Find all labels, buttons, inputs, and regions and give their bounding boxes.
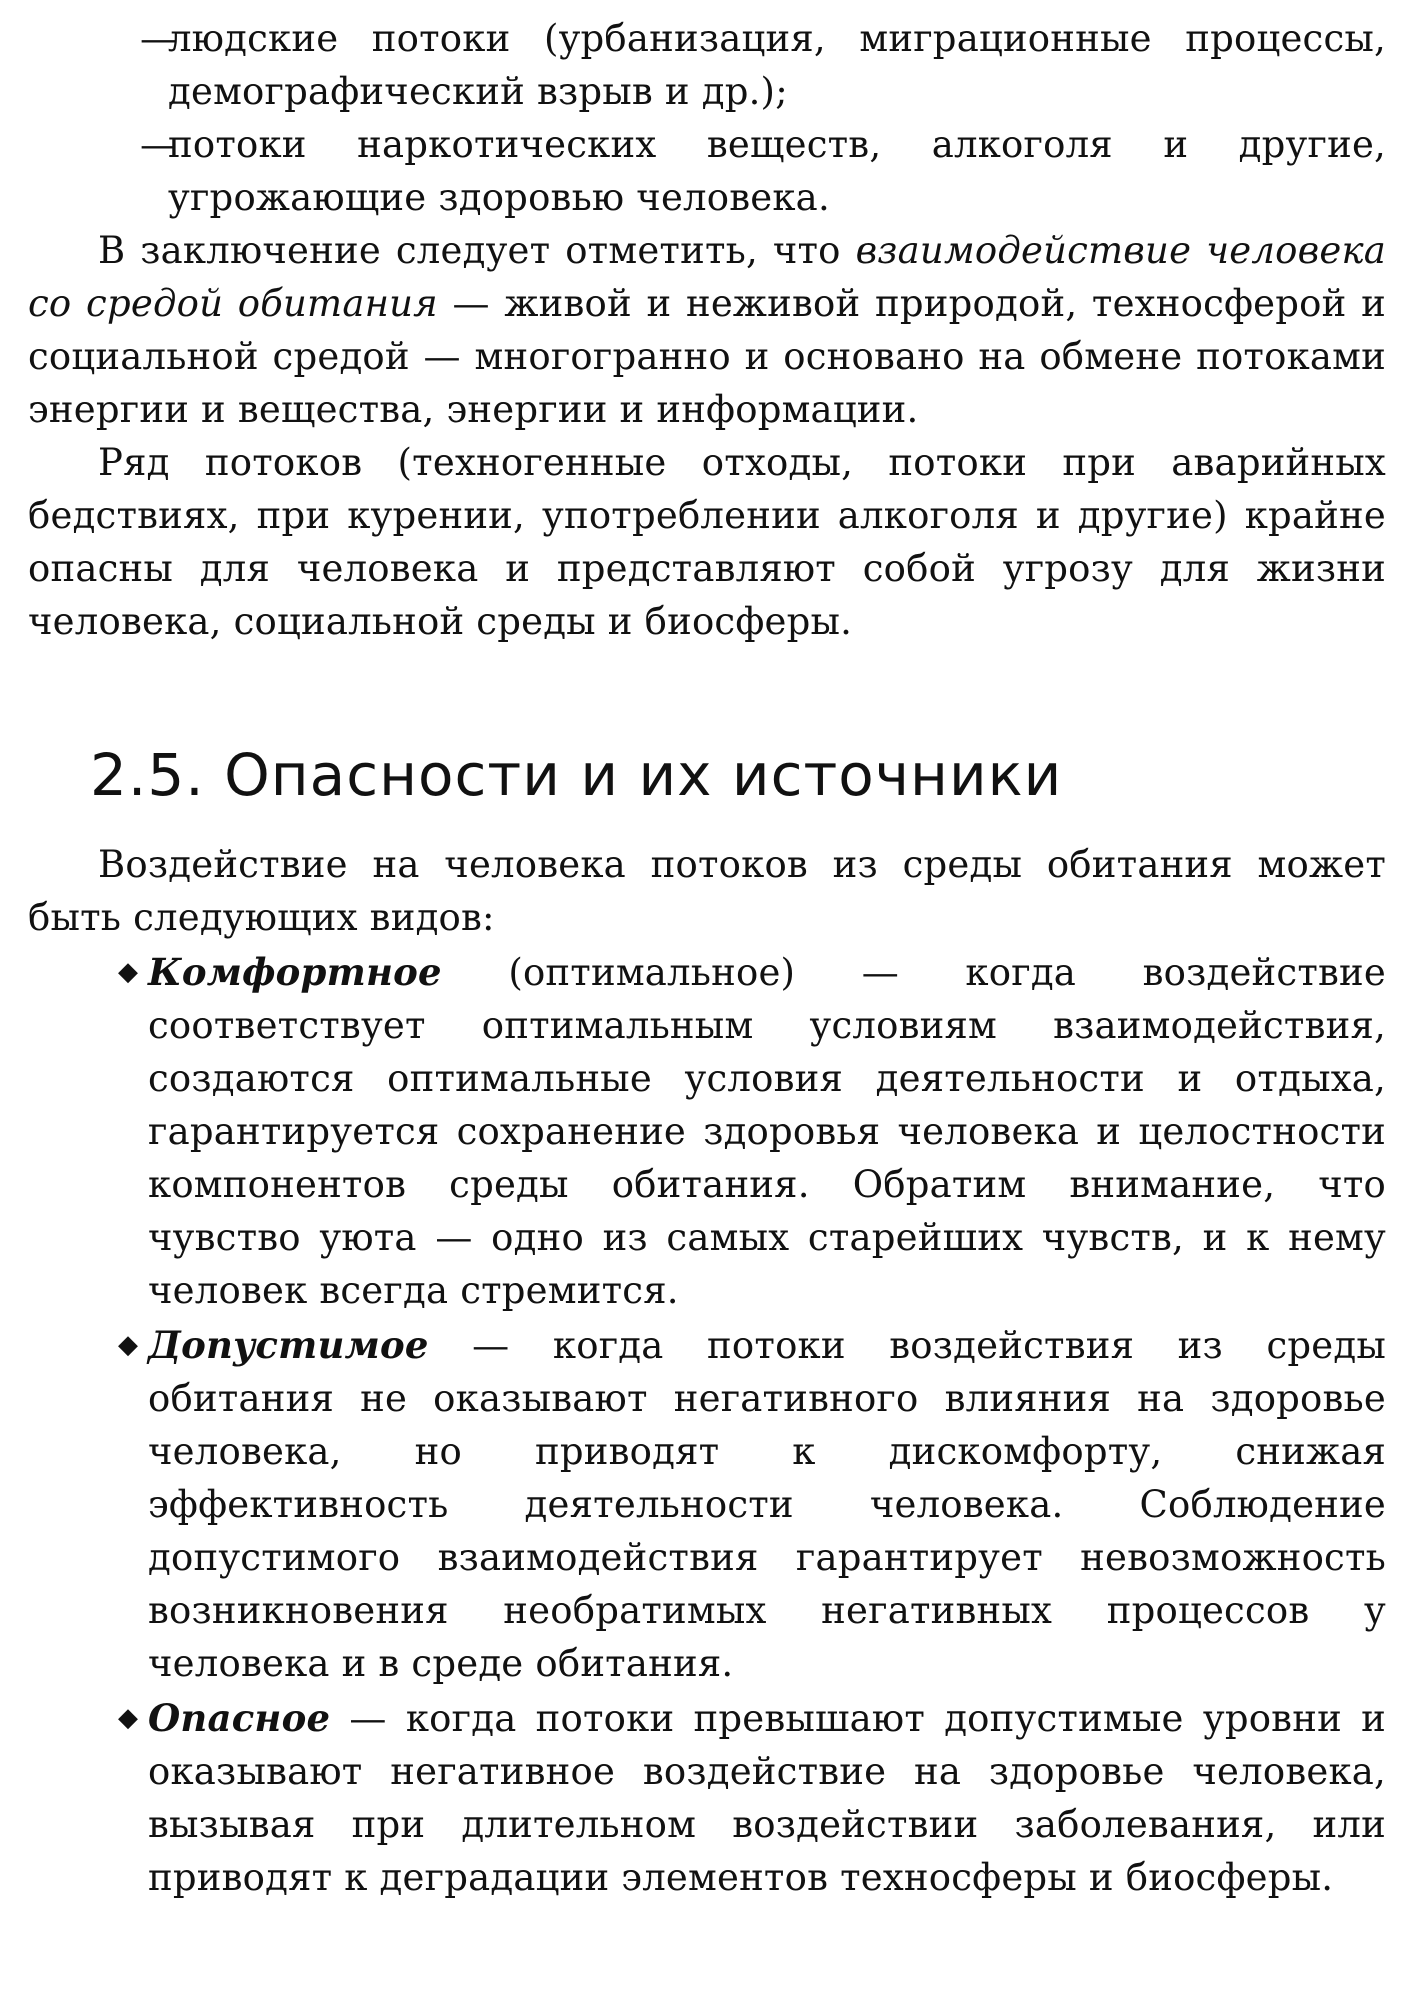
term-dangerous: Опасное <box>148 1696 331 1740</box>
diamond-bullet-icon: ◆ <box>118 957 139 987</box>
conclusion-text-start: В заключение следует отметить, что <box>98 229 856 272</box>
impact-types-list <box>28 946 1386 1904</box>
term-description: — когда потоки воздействия из среды обитания не оказывают негативного влияния на здоровье человека, но приводят к дискомфорту, снижая эффективность деятельности человека. Соблюдение допустимого взаимодействия гарантирует невозможность возникновения необратимых негативных процессов у человека и в среде обитания. <box>148 1324 1386 1685</box>
list-item <box>28 1319 1386 1690</box>
conclusion-paragraph <box>28 224 1386 436</box>
list-item <box>28 1692 1386 1904</box>
list-item-text: людские потоки (урбанизация, миграционные процессы, демографический взрыв и др.); <box>168 17 1386 113</box>
term-description: (оптимальное) — когда воздействие соответствует оптимальным условиям взаимодействия, создаются оптимальные условия деятельности и отдыха, гарантируется сохранение здоровья человека и целостности компонентов среды обитания. Обратим внимание, что чувство уюта — одно из самых старейших чувств, и к нему человек всегда стремится. <box>148 951 1386 1312</box>
diamond-bullet-icon: ◆ <box>118 1703 139 1733</box>
list-item-text: потоки наркотических веществ, алкоголя и другие, угрожающие здоровью человека. <box>168 123 1386 219</box>
dash-marker: — <box>140 123 178 166</box>
hazard-flows-paragraph: Ряд потоков (техногенные отходы, потоки при аварийных бедствиях, при курении, употреблении алкоголя и другие) крайне опасны для человека и представляют собой угрозу для жизни человека, социальной среды и биосферы. <box>28 441 1386 643</box>
document-body <box>28 12 1386 1904</box>
dash-marker: — <box>140 17 178 60</box>
conclusion-text-end: — живой и неживой природой, техносферой и социальной средой — многогранно и основано на обмене потоками энергии и вещества, энергии и информации. <box>28 282 1386 431</box>
diamond-bullet-icon: ◆ <box>118 1330 139 1360</box>
list-item <box>28 118 1386 224</box>
list-item <box>28 12 1386 118</box>
term-comfortable: Комфортное <box>148 950 442 994</box>
list-item <box>28 946 1386 1317</box>
section-intro: Воздействие на человека потоков из среды обитания может быть следующих видов: <box>28 843 1386 939</box>
conclusion-italic-phrase: взаимодействие человека со средой обитания <box>28 229 1387 325</box>
section-heading: 2.5. Опасности и их источники <box>90 741 1063 809</box>
term-acceptable: Допустимое <box>148 1323 429 1367</box>
dash-list <box>28 12 1386 224</box>
term-description: — когда потоки превышают допустимые уровни и оказывают негативное воздействие на здоровье человека, вызывая при длительном воздействии заболевания, или приводят к деградации элементов техносферы и биосферы. <box>148 1697 1386 1899</box>
